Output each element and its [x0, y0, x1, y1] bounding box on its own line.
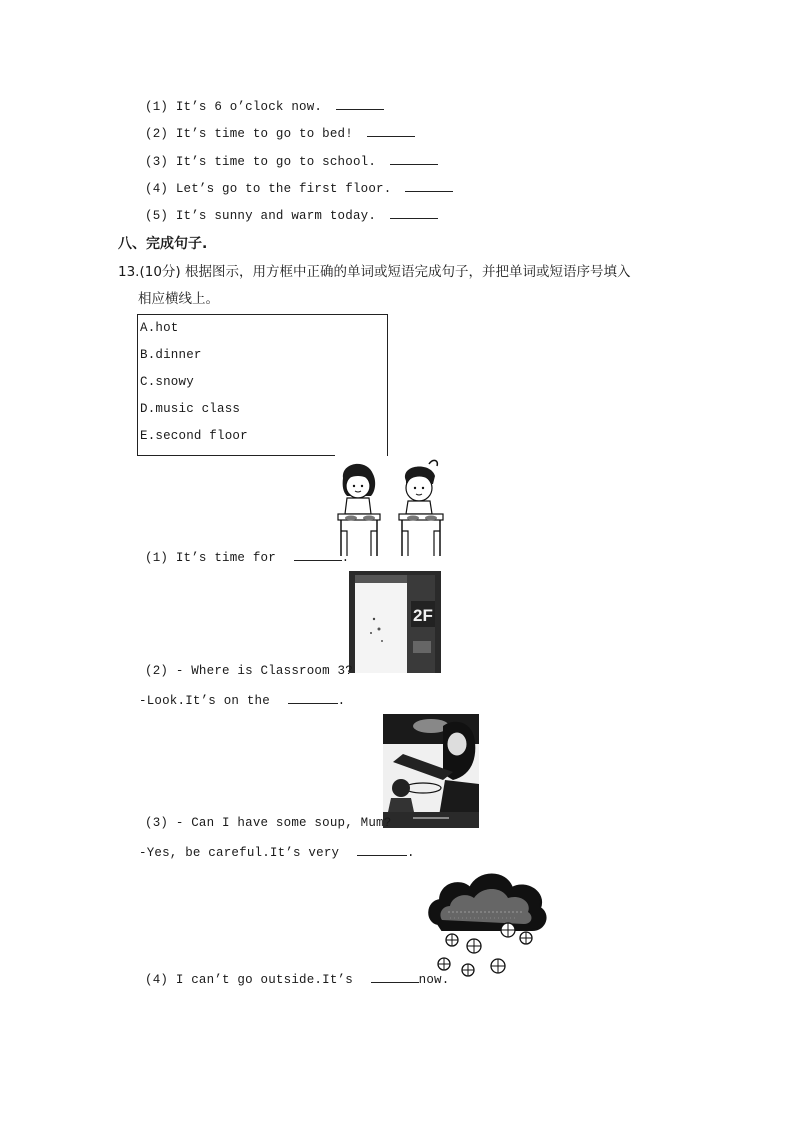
sentence-end: now. [418, 973, 450, 987]
matching-item-2 [145, 124, 415, 141]
sentence-text: -Yes, be careful.It’s very [139, 846, 340, 860]
item-number: (5) [145, 209, 169, 223]
sentence-2-answer [139, 691, 345, 708]
fill-blank[interactable] [294, 548, 342, 561]
sentence-text: -Look.It’s on the [139, 694, 270, 708]
answer-blank[interactable] [390, 152, 438, 165]
sentence-text: - Where is Classroom 3? [175, 664, 353, 678]
question-number: 13. [118, 264, 140, 280]
question-instruction [118, 260, 631, 280]
kids-eating-image [333, 456, 448, 558]
item-text: It’s 6 o’clock now. [175, 100, 323, 114]
matching-item-5 [145, 206, 438, 223]
answer-blank[interactable] [390, 206, 438, 219]
word-option-d: D.music class [140, 402, 241, 416]
fill-blank[interactable] [357, 843, 407, 856]
item-number: (2) [145, 127, 169, 141]
sentence-end: . [406, 846, 415, 860]
mother-serving-soup-image [383, 714, 479, 828]
matching-item-3 [145, 152, 438, 169]
sentence-number: (3) [145, 816, 169, 830]
fill-blank[interactable] [288, 691, 338, 704]
sentence-end: . [341, 551, 350, 565]
word-option-a: A.hot [140, 321, 179, 335]
section-title: 八、完成句子. [118, 236, 208, 252]
matching-item-1 [145, 97, 384, 114]
question-score: (10分) [139, 264, 181, 280]
sentence-3-question [145, 816, 391, 830]
answer-blank[interactable] [405, 179, 453, 192]
answer-blank[interactable] [336, 97, 384, 110]
sentence-end: . [337, 694, 346, 708]
fill-blank[interactable] [371, 970, 419, 983]
sentence-text: I can’t go outside.It’s [175, 973, 353, 987]
sentence-number: (4) [145, 973, 169, 987]
item-text: Let’s go to the first floor. [175, 182, 392, 196]
matching-item-4 [145, 179, 453, 196]
second-floor-door-image [349, 571, 441, 673]
sentence-2-question [145, 664, 353, 678]
sentence-4 [145, 970, 449, 987]
instruction-text: 根据图示，用方框中正确的单词或短语完成句子，并把单词或短语序号填入 [185, 264, 631, 280]
item-number: (3) [145, 155, 169, 169]
item-text: It’s time to go to bed! [175, 127, 353, 141]
item-text: It’s time to go to school. [175, 155, 377, 169]
item-number: (4) [145, 182, 169, 196]
instruction-continued: 相应横线上。 [138, 291, 219, 307]
word-option-b: B.dinner [140, 348, 202, 362]
sentence-number: (1) [145, 551, 169, 565]
floor-sign-label: 2F [413, 606, 433, 625]
word-option-e: E.second floor [140, 429, 248, 443]
sentence-text: - Can I have some soup, Mum? [175, 816, 392, 830]
word-box-bottom-line [137, 455, 335, 456]
answer-blank[interactable] [367, 124, 415, 137]
sentence-3-answer [139, 843, 415, 860]
item-text: It’s sunny and warm today. [175, 209, 377, 223]
sentence-1 [145, 548, 349, 565]
sentence-text: It’s time for [175, 551, 276, 565]
item-number: (1) [145, 100, 169, 114]
word-option-c: C.snowy [140, 375, 194, 389]
snow-cloud-image [426, 868, 548, 982]
word-box [137, 314, 388, 456]
sentence-number: (2) [145, 664, 169, 678]
